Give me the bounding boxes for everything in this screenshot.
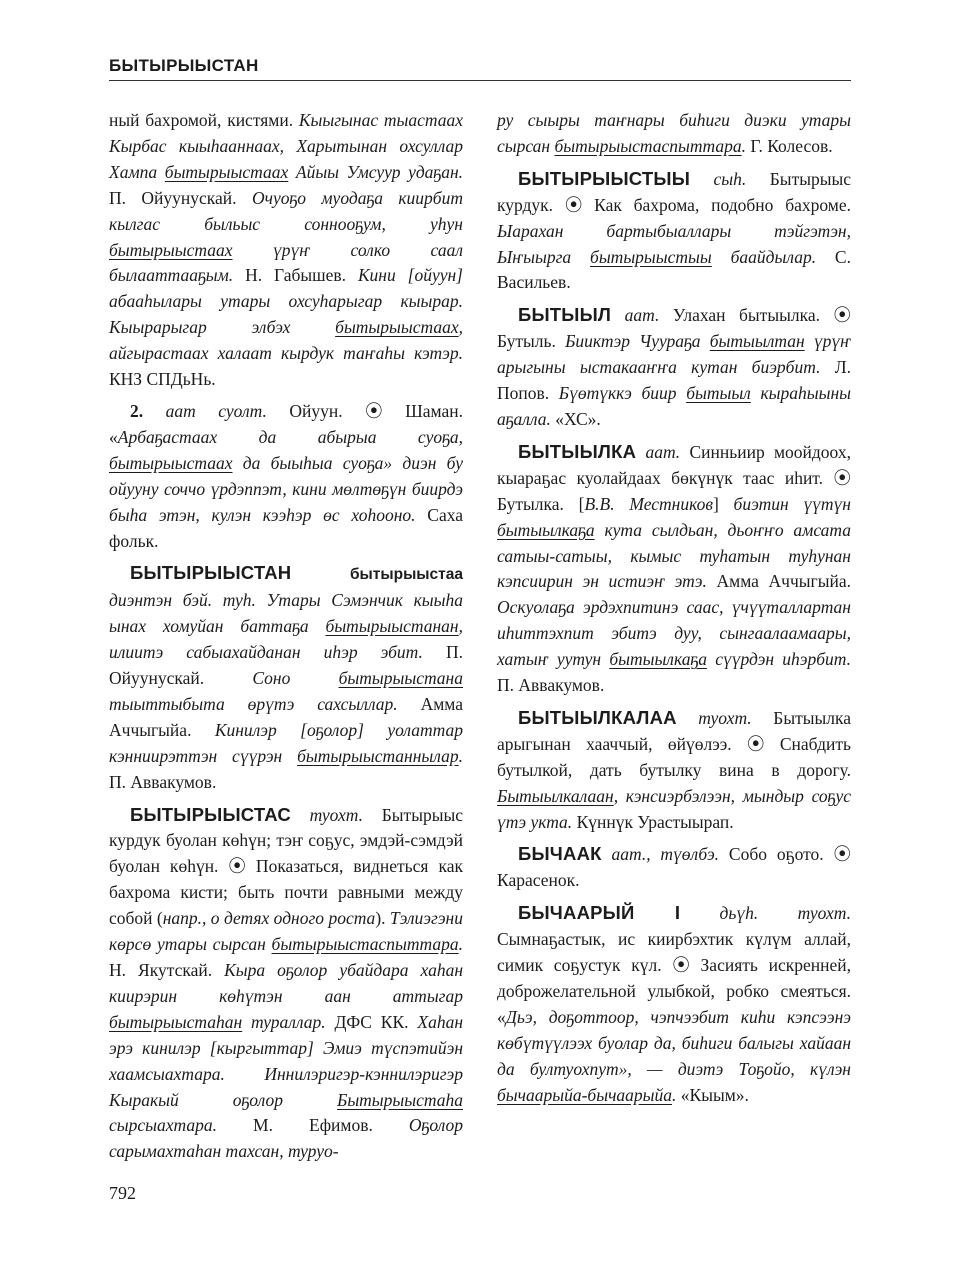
left-column (109, 108, 463, 1171)
headword: БЫТЫЫЛ (518, 304, 612, 326)
headword: БЫЧААК (518, 843, 602, 865)
right-column (497, 108, 851, 1115)
entry-continuation: ный бахромой, кистями. Кыыгынас тыастаах Кырбас кыыһааннаах, Харытынан охсуллар Хампа бытырыыстаах Айыы Умсуур удаҕан. П. Ойуунускай. Очуоҕо муодаҕа киирбит кылгас быльыс соннооҕум, уһун бытырыыстаах үрүҥ солко саал былааттааҕым. Н. Габышев. Кини [ойуун] абааһылары утары охсуһарыгар кыырар. Кыырарыгар элбэх бытырыыстаах, айгырастаах халаат кырдук таҥаһы кэтэр. КНЗ СПДьНь. (109, 110, 464, 390)
entry-bytyryystas: БЫТЫРЫЫСТАС туохт. Бытырыыс курдук буолан көһүн; тэҥ соҕус, эмдэй-сэмдэй буолан көһүн. ⦿ Показаться, виднеться как бахрома кисти; быть почти равными между собой (напр., о детях одного роста). Тэлиэгэни көрсө утары сырсан бытырыыстаспыттара. Н. Якутскай. Кыра оҕолор убайдара хаһан киирэрин көһүтэн аан аттыгар бытырыыстаһан тураллар. ДФС КК. Хаһан эрэ кинилэр [кыргыттар] Эмиэ түспэтийэн хаамсыахтара. Иннилэригэр-кэннилэригэр Кыракый оҕолор Бытырыыстаһа сырсыахтара. М. Ефимов. Оҕолор сарымахтаһан тахсан, туруо- (109, 803, 464, 1162)
page-number: 792 (109, 1183, 136, 1203)
entry-bytyryystyy: БЫТЫРЫЫСТЫЫ сыһ. Бытырыыс курдук. ⦿ Как бахрома, подобно бахроме. Ыарахан бартыбыаллары тэйгэтэн, Ыҥыырга бытырыыстыы баайдылар. С. Васильев. (497, 167, 852, 293)
headword: БЫТЫРЫЫСТАС (130, 803, 291, 825)
headword: БЫТЫЫЛКАЛАА (518, 706, 677, 728)
running-head: БЫТЫРЫЫСТАН (109, 56, 259, 75)
entry-bytyyl: БЫТЫЫЛ аат. Улахан бытыылка. ⦿ Бутыль. Бииктэр Чуураҕа бытыылтан үрүҥ арыгыны ыстакааҥҥа кутан биэрбит. Л. Попов. Бүөтүккэ биир бытыыл кыраһыыны аҕалла. «ХС». (497, 304, 852, 429)
entry-bytyylka: БЫТЫЫЛКА аат. Синньиир моойдоох, кыараҕас куолайдаах бөкүнүк таас иһит. ⦿ Бутылка. [В.В. Местников] биэтин үүтүн бытыылкаҕа кута сылдьан, дьоҥҥо амсата сатыы-сатыы, кымыс туһатын туһунан кэпсиирин эн истиэҥ этэ. Амма Аччыгыйа. Оскуолаҕа эрдэхпитинэ саас, үчүүталлартан иһиттэхпит эбитэ дуу, сынгаалаамаары, хатыҥ уутун бытыылкаҕа сүүрдэн иһэрбит. П. Аввакумов. (497, 440, 852, 696)
headword: БЫТЫРЫЫСТАН (130, 562, 292, 584)
header-rule (109, 80, 851, 81)
entry-bychaaryi: БЫЧААРЫЙ I дьүһ. туохт. Сымнаҕастык, ис киирбэхтик күлүм аллай, симик соҕустук күл. ⦿ Засиять искренней, доброжелательной улыбкой, робко смеяться. «Дьэ, доҕоттоор, чэпчээбит киһи кэпсээнэ көбүтүүлээх буолар да, биһиги балыгы хайаан да бултуохпут», — диэтэ Тоҕойо, күлэн бычаарыйа-бычаарыйа. «Кыым». (497, 902, 851, 1105)
headword: БЫТЫЫЛКА (518, 440, 637, 462)
entry-bytyylkalaa: БЫТЫЫЛКАЛАА туохт. Бытыылка арыгынан хааччый, өйүөлээ. ⦿ Снабдить бутылкой, дать бутылку вина в дорогу. Бытыылкалаан, кэнсиэрбэлээн, мындыр соҕус үтэ укта. Күннүк Урастыырап. (497, 706, 851, 832)
headword: БЫТЫРЫЫСТЫЫ (518, 167, 691, 189)
entry-bytyryystan: БЫТЫРЫЫСТАН бытырыыстаа диэнтэн бэй. туһ. Утары Сэмэнчик кыыһа ынах хомуйан баттаҕа бытырыыстанан, илиитэ сабыахайданан иһэр эбит. П. Ойуунускай. Соно бытырыыстана тыыттыбыта өрүтэ сахсыллар. Амма Аччыгыйа. Кинилэр [оҕолор] уолаттар кэнниирэттэн сүүрэн бытырыыстаннылар. П. Аввакумов. (109, 562, 464, 792)
entry-bychaak: БЫЧААК аат., түөлбэ. Собо оҕото. ⦿ Карасенок. (497, 843, 851, 891)
sense-2: 2. аат суолт. Ойуун. ⦿ Шаман. «Арбаҕастаах да абырыа суоҕа, бытырыыстаах да быыһыа суоҕа» диэн бу ойууну соччо үрдэппэт, кини мөлтөҕүн биирдэ быһа этэн, кулэн кээһэр өс хоһооно. Саха фольк. (109, 400, 463, 551)
entry-continuation: ру сыыры таҥнары биһиги диэки утары сырсан бытырыыстаспыттара. Г. Колесов. (497, 110, 851, 156)
headword: БЫЧААРЫЙ I (518, 902, 681, 924)
